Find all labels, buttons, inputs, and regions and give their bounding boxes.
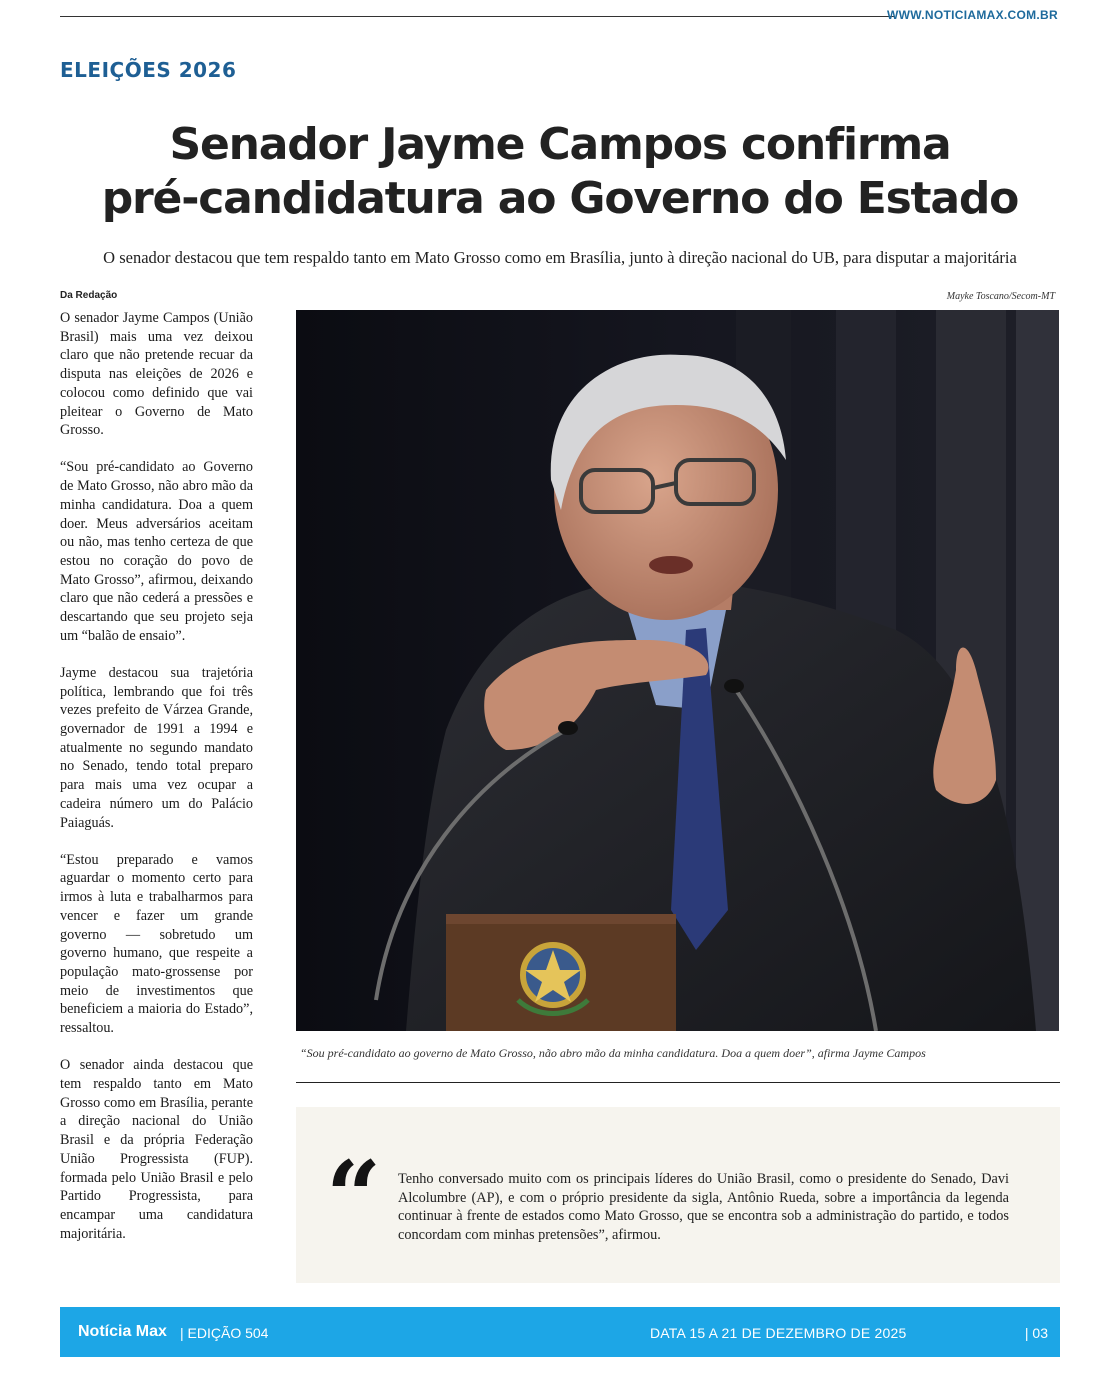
footer-edition: | EDIÇÃO 504 bbox=[180, 1325, 269, 1341]
headline-line-2: pré-candidatura ao Governo do Estado bbox=[101, 173, 1019, 224]
body-paragraph: O senador ainda destacou que tem respaldo tanto em Mato Grosso como em Brasília, perante a direção nacional do União Brasil e da própria Federação União Progressista (FUP). formada pelo União Brasil e pelo Partido Progressista, para encampar uma candidatura majoritária. bbox=[60, 1057, 253, 1242]
headline bbox=[60, 118, 1060, 226]
caption-divider bbox=[296, 1082, 1060, 1083]
pull-quote-text: Tenho conversado muito com os principais líderes do União Brasil, como o presidente do Senado, Davi Alcolumbre (AP), e com o próprio presidente da sigla, Antônio Rueda, sobre a importância da legenda continuar à frente de estados como Mato Grosso, que se encontra sob a administração do partido, e todos concordam com minhas pretensões”, afirmou. bbox=[398, 1171, 1009, 1243]
body-paragraph: O senador Jayme Campos (União Brasil) mais uma vez deixou claro que não pretende recuar da disputa nas eleições de 2026 e colocou como definido que vai pleitear o Governo de Mato Grosso. bbox=[60, 310, 253, 439]
footer-page-number: | 03 bbox=[1024, 1325, 1048, 1341]
article-body bbox=[60, 309, 253, 1262]
section-tag: ELEIÇÕES 2026 bbox=[60, 58, 237, 82]
footer-date: DATA 15 A 21 DE DEZEMBRO DE 2025 bbox=[650, 1325, 907, 1341]
headline-line-1: Senador Jayme Campos confirma bbox=[169, 119, 951, 170]
photo-credit: Mayke Toscano/Secom-MT bbox=[946, 291, 1055, 302]
body-paragraph: Jayme destacou sua trajetória política, lembrando que foi três vezes prefeito de Várzea Grande, governador de 1991 a 1994 e atualmente no segundo mandato no Senado, tendo total preparo para mais uma vez ocupar a cadeira número um do Palácio Paiaguás. bbox=[60, 664, 253, 831]
photo-caption: “Sou pré-candidato ao governo de Mato Grosso, não abro mão da minha candidatura. Doa a quem doer”, afirma Jayme Campos bbox=[300, 1046, 926, 1060]
pull-quote bbox=[296, 1107, 1060, 1283]
standfirst: O senador destacou que tem respaldo tanto em Mato Grosso como em Brasília, junto à direção nacional do UB, para disputar a majoritária bbox=[103, 248, 1017, 267]
photo-illustration bbox=[296, 310, 1059, 1031]
body-paragraph: “Sou pré-candidato ao Governo de Mato Grosso, não abro mão da minha candidatura. Doa a quem doer. Meus adversários aceitam ou não, mas tenho certeza de que estou no coração do povo de Mato Grosso”, afirmou, deixando claro que não cederá a pressões e descartando que seu projeto seja um “balão de ensaio”. bbox=[60, 459, 253, 644]
site-url[interactable]: WWW.NOTICIAMAX.COM.BR bbox=[887, 8, 1058, 22]
top-rule bbox=[60, 16, 895, 17]
byline: Da Redação bbox=[60, 290, 118, 301]
senator-photo bbox=[296, 310, 1059, 1031]
quote-mark-icon: “ bbox=[326, 1140, 382, 1253]
body-paragraph: “Estou preparado e vamos aguardar o momento certo para irmos à luta e trabalharmos para vencer e fazer um grande governo — sobretudo um governo humano, que respeite a população mato-grossense por meio de investimentos que beneficiem a maioria do Estado”, ressaltou. bbox=[60, 851, 253, 1037]
footer-brand: Notícia Max bbox=[78, 1323, 167, 1340]
footer-bar bbox=[60, 1307, 1060, 1357]
